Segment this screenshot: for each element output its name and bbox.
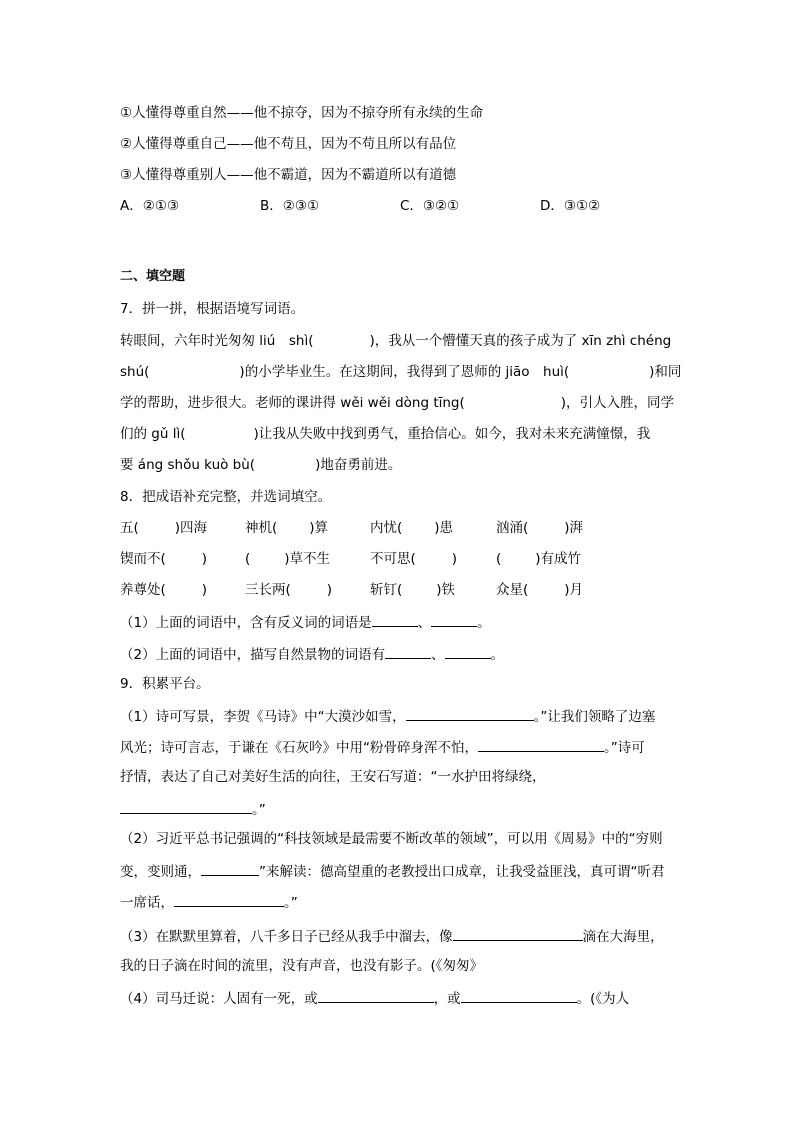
idiom-text: )	[451, 551, 458, 567]
idiom-text: )四海	[174, 520, 208, 536]
idiom-text: (	[245, 551, 251, 567]
q7-text: )，我从一个懵懂天真的孩子成为了 xīn zhì chéng	[369, 333, 672, 349]
idiom	[496, 580, 583, 600]
q7-text: )地奋勇前进。	[315, 457, 402, 473]
q7-text: 学的帮助，进步很大。老师的课讲得 wěi wěi dòng tīng(	[120, 395, 465, 411]
q7-line-1	[120, 331, 671, 351]
answer-blank[interactable]	[478, 736, 604, 752]
idiom	[370, 580, 455, 600]
idiom-text: 众星(	[496, 582, 529, 598]
q7-text: shú(	[120, 364, 150, 380]
answer-blank[interactable]	[120, 798, 252, 814]
q7-text: 转眼间，六年时光匆匆 liú shì(	[120, 333, 314, 349]
idiom	[245, 580, 332, 600]
q6-options	[120, 196, 600, 216]
q6-item-1: ①人懂得尊重自然——他不掠夺，因为不掠夺所有永续的生命	[120, 105, 484, 121]
q7-text: )的小学毕业生。在这期间，我得到了恩师的 jiāo huì(	[239, 364, 570, 380]
q8-text: 、	[431, 647, 445, 663]
q9-title: 9．积累平台。	[120, 676, 210, 692]
q6-item-3: ③人懂得尊重别人——他不霸道，因为不霸道所以有道德	[120, 167, 457, 183]
idiom-text: 养尊处(	[120, 582, 166, 598]
idiom-text: (	[496, 551, 502, 567]
option-c[interactable]: C．③②①	[400, 198, 460, 214]
answer-blank[interactable]	[406, 705, 534, 721]
q8-text: 。	[490, 647, 505, 663]
idiom-text: )	[326, 582, 333, 598]
q9-text: 滴在大海里，	[582, 929, 664, 945]
answer-blank[interactable]	[318, 987, 434, 1003]
q9-p1-line3: 抒情，表达了自己对美好生活的向往，王安石写道：“一水护田将绿绕，	[120, 769, 546, 785]
idiom	[496, 549, 581, 569]
q8-sub2	[120, 643, 504, 665]
q9-text: 。”	[284, 895, 298, 911]
q7-line-2	[120, 362, 681, 382]
q9-text: 。”诗可	[604, 740, 645, 756]
q9-p1-line4	[120, 798, 266, 820]
answer-blank[interactable]	[174, 891, 284, 907]
answer-blank[interactable]	[201, 860, 259, 876]
q9-text: 变，变则通，	[120, 864, 201, 880]
idiom-text: )草不生	[284, 551, 331, 567]
idiom	[245, 518, 328, 538]
idiom	[120, 518, 207, 538]
idiom-text: 五(	[120, 520, 139, 536]
answer-blank[interactable]	[431, 611, 477, 627]
q8-title: 8．把成语补充完整，并选词填空。	[120, 489, 332, 505]
idiom-text: )有成竹	[535, 551, 582, 567]
idiom-text: )铁	[436, 582, 456, 598]
q7-text: 们的 gǔ lì(	[120, 426, 186, 442]
idiom-text: 锲而不(	[120, 551, 166, 567]
q9-p2-line3	[120, 891, 298, 913]
idiom-text: )月	[564, 582, 584, 598]
idiom-text: )	[201, 582, 208, 598]
answer-blank[interactable]	[385, 643, 431, 659]
q9-text: ”来解读：德高望重的老教授出口成章，让我受益匪浅，真可谓“听君	[259, 864, 665, 880]
q7-text: )和同	[649, 364, 682, 380]
q8-text: 。	[477, 615, 491, 631]
q7-text: 要 áng shǒu kuò bù(	[120, 457, 256, 473]
idiom-text: )算	[309, 520, 329, 536]
q9-text: 。(《为人	[576, 991, 630, 1007]
q9-text: （3）在默默里算着，八千多日子已经从我手中溜去，像	[120, 929, 453, 945]
q9-p2-line2	[120, 860, 665, 882]
answer-blank[interactable]	[461, 987, 577, 1003]
q9-text: 风光；诗可言志，于谦在《石灰吟》中用“粉骨碎身浑不怕，	[120, 740, 478, 756]
answer-blank[interactable]	[445, 643, 491, 659]
q9-text: ，或	[433, 991, 461, 1007]
idiom-text: 内忧(	[370, 520, 403, 536]
q9-text: （1）诗可写景，李贺《马诗》中“大漠沙如雪，	[120, 709, 406, 725]
idiom-text: 三长两(	[245, 582, 291, 598]
option-a[interactable]: A．②①③	[120, 198, 180, 214]
q7-text: )，引人入胜，同学	[560, 395, 675, 411]
q9-p1-line2	[120, 736, 645, 758]
q7-line-5	[120, 455, 401, 475]
q8-sub1	[120, 611, 491, 633]
idiom-text: )患	[434, 520, 454, 536]
idiom	[370, 518, 453, 538]
q9-p3-line1	[120, 925, 664, 947]
idiom	[120, 549, 207, 569]
q9-p3-line2: 我的日子滴在时间的流里，没有声音，也没有影子。(《匆匆》	[120, 958, 484, 974]
idiom-text: 神机(	[245, 520, 278, 536]
idiom-text: )湃	[564, 520, 584, 536]
idiom	[245, 549, 330, 569]
q6-item-2: ②人懂得尊重自己——他不苟且，因为不苟且所以有品位	[120, 136, 457, 152]
q7-line-4	[120, 424, 650, 444]
option-d[interactable]: D．③①②	[540, 198, 601, 214]
idiom	[496, 518, 583, 538]
q9-p2-line1: （2）习近平总书记强调的“科技领域是最需要不断改革的领域”，可以用《周易》中的“穷则	[120, 831, 663, 847]
idiom-text: 斩钉(	[370, 582, 403, 598]
q9-p1-line1	[120, 705, 655, 727]
q9-p4-line1	[120, 987, 629, 1009]
option-b[interactable]: B．②③①	[260, 198, 320, 214]
q8-text: （1）上面的词语中，含有反义词的词语是	[120, 615, 372, 631]
answer-blank[interactable]	[372, 611, 418, 627]
idiom	[120, 580, 207, 600]
q7-line-3	[120, 393, 674, 413]
answer-blank[interactable]	[453, 925, 583, 941]
q9-text: 。”	[252, 802, 266, 818]
q9-text: 。”让我们领略了边塞	[533, 709, 656, 725]
q7-text: )让我从失败中找到勇气，重拾信心。如今，我对未来充满憧憬，我	[253, 426, 651, 442]
idiom-text: 不可思(	[370, 551, 416, 567]
idiom	[370, 549, 457, 569]
q9-text: （4）司马迁说：人固有一死，或	[120, 991, 318, 1007]
q8-text: （2）上面的词语中，描写自然景物的词语有	[120, 647, 386, 663]
section-title: 二、填空题	[120, 269, 186, 284]
idiom-text: )	[201, 551, 208, 567]
idiom-text: 汹涌(	[496, 520, 529, 536]
q8-text: 、	[417, 615, 432, 631]
q9-text: 一席话，	[120, 895, 174, 911]
q7-title: 7．拼一拼，根据语境写词语。	[120, 301, 305, 317]
